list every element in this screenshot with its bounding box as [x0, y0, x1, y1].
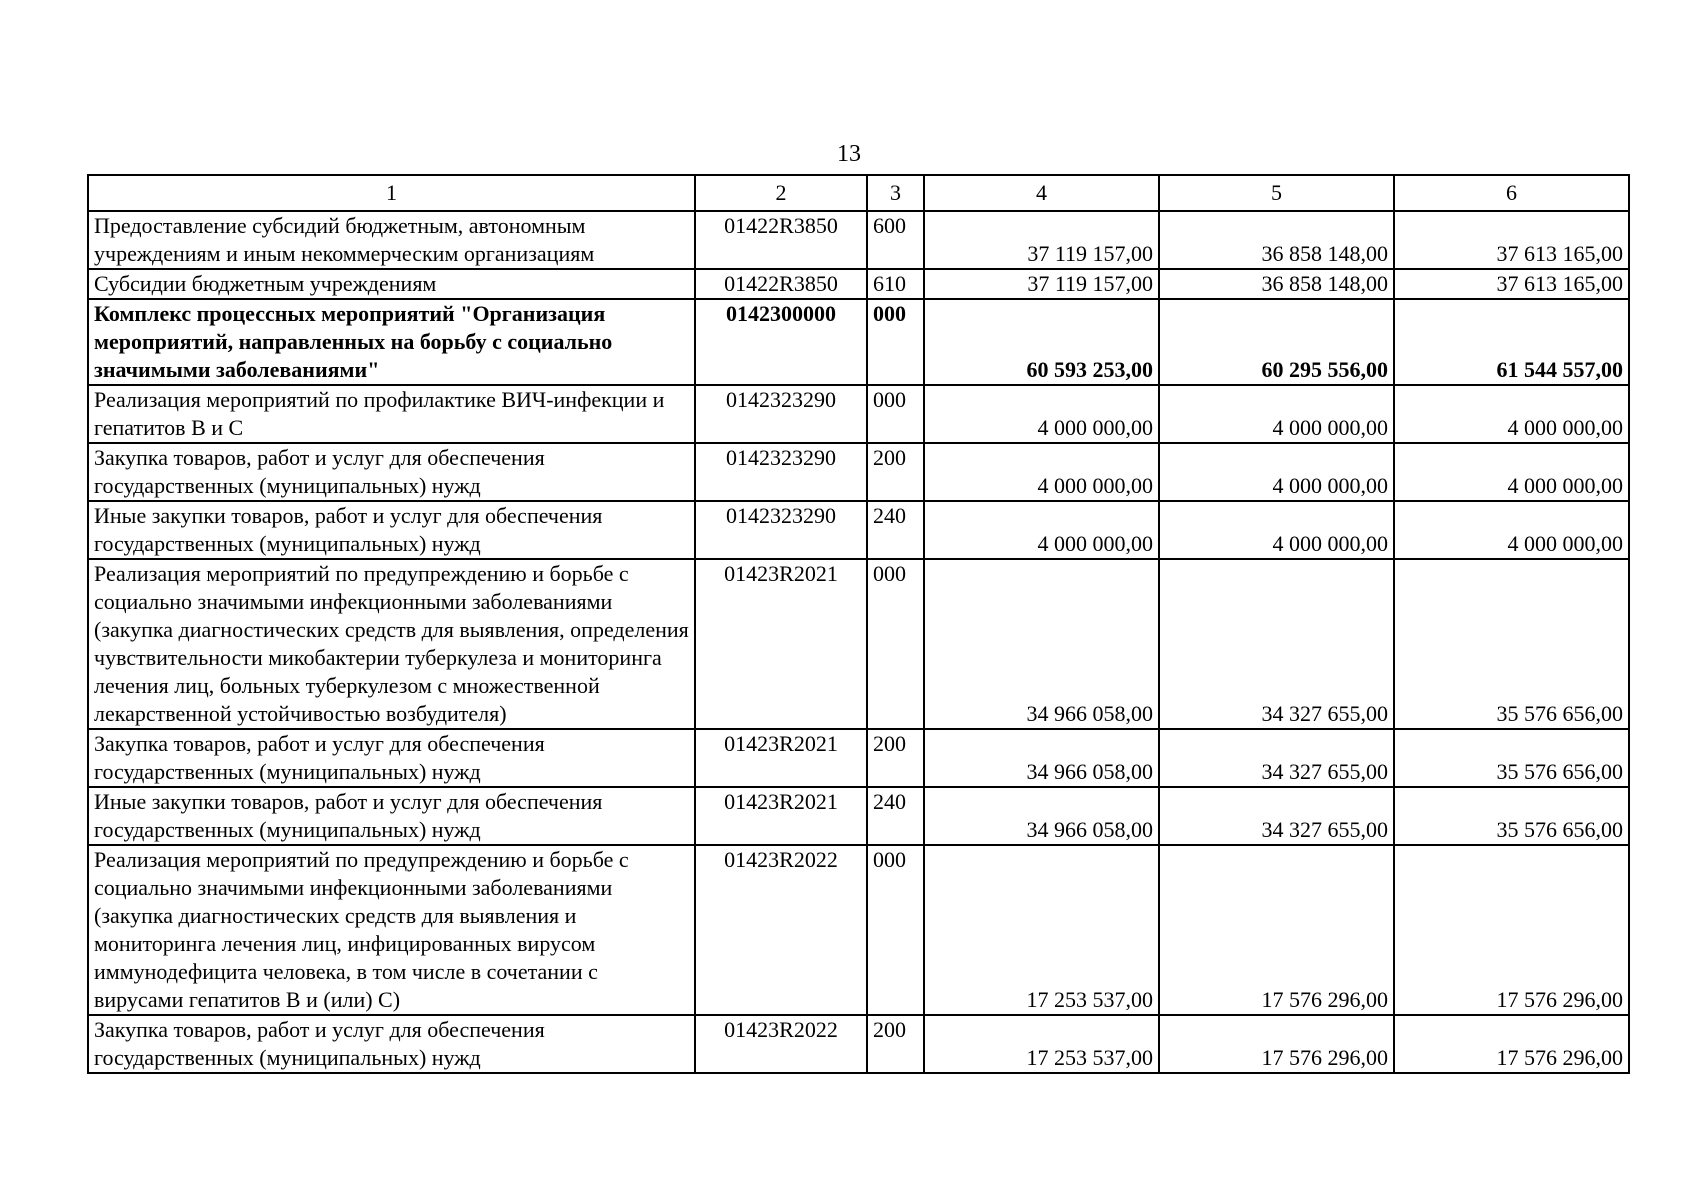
- row-amount-5: 36 858 148,00: [1159, 269, 1394, 299]
- row-amount-6: 35 576 656,00: [1394, 787, 1629, 845]
- row-code: 01423R2021: [695, 787, 867, 845]
- row-amount-4: 60 593 253,00: [924, 299, 1159, 385]
- row-amount-6: 37 613 165,00: [1394, 211, 1629, 269]
- row-description: Реализация мероприятий по профилактике ВИЧ-инфекции и гепатитов В и С: [88, 385, 695, 443]
- table-row: [88, 501, 1629, 559]
- row-amount-6: 17 576 296,00: [1394, 1015, 1629, 1073]
- table-header-row: [88, 175, 1629, 211]
- row-amount-6: 37 613 165,00: [1394, 269, 1629, 299]
- row-type: 600: [867, 211, 924, 269]
- row-description: Субсидии бюджетным учреждениям: [88, 269, 695, 299]
- row-amount-4: 4 000 000,00: [924, 501, 1159, 559]
- row-code: 0142300000: [695, 299, 867, 385]
- table-row: [88, 1015, 1629, 1073]
- row-amount-5: 4 000 000,00: [1159, 385, 1394, 443]
- row-type: 000: [867, 559, 924, 729]
- row-code: 01422R3850: [695, 269, 867, 299]
- table-row: [88, 299, 1629, 385]
- table-row: [88, 845, 1629, 1015]
- row-amount-4: 34 966 058,00: [924, 729, 1159, 787]
- row-code: 01423R2022: [695, 845, 867, 1015]
- row-amount-6: 4 000 000,00: [1394, 501, 1629, 559]
- row-amount-5: 4 000 000,00: [1159, 501, 1394, 559]
- row-description: Закупка товаров, работ и услуг для обеспечения государственных (муниципальных) нужд: [88, 1015, 695, 1073]
- row-type: 610: [867, 269, 924, 299]
- row-description: Реализация мероприятий по предупреждению и борьбе с социально значимыми инфекционными заболеваниями (закупка диагностических средств для выявления и мониторинга лечения лиц, инфицированных вирусом иммунодефицита человека, в том числе в сочетании с вирусами гепатитов В и (или) С): [88, 845, 695, 1015]
- row-description: Комплекс процессных мероприятий "Организация мероприятий, направленных на борьбу с социально значимыми заболеваниями": [88, 299, 695, 385]
- row-amount-5: 34 327 655,00: [1159, 729, 1394, 787]
- row-amount-4: 17 253 537,00: [924, 1015, 1159, 1073]
- row-amount-5: 17 576 296,00: [1159, 845, 1394, 1015]
- row-code: 01423R2022: [695, 1015, 867, 1073]
- row-description: Закупка товаров, работ и услуг для обеспечения государственных (муниципальных) нужд: [88, 443, 695, 501]
- row-type: 000: [867, 385, 924, 443]
- row-description: Предоставление субсидий бюджетным, автономным учреждениям и иным некоммерческим организациям: [88, 211, 695, 269]
- table-row: [88, 729, 1629, 787]
- row-amount-6: 17 576 296,00: [1394, 845, 1629, 1015]
- row-amount-5: 34 327 655,00: [1159, 787, 1394, 845]
- row-amount-6: 4 000 000,00: [1394, 443, 1629, 501]
- row-type: 240: [867, 787, 924, 845]
- row-amount-6: 35 576 656,00: [1394, 729, 1629, 787]
- page-number: 13: [837, 141, 861, 167]
- row-description: Реализация мероприятий по предупреждению и борьбе с социально значимыми инфекционными заболеваниями (закупка диагностических средств для выявления, определения чувствительности микобактерии туберкулеза и мониторинга лечения лиц, больных туберкулезом с множественной лекарственной устойчивостью возбудителя): [88, 559, 695, 729]
- row-code: 01423R2021: [695, 729, 867, 787]
- row-amount-6: 35 576 656,00: [1394, 559, 1629, 729]
- row-code: 0142323290: [695, 443, 867, 501]
- row-code: 01422R3850: [695, 211, 867, 269]
- table-row: [88, 385, 1629, 443]
- row-amount-4: 34 966 058,00: [924, 787, 1159, 845]
- row-amount-4: 37 119 157,00: [924, 211, 1159, 269]
- row-type: 200: [867, 1015, 924, 1073]
- row-amount-5: 4 000 000,00: [1159, 443, 1394, 501]
- row-description: Иные закупки товаров, работ и услуг для обеспечения государственных (муниципальных) нужд: [88, 787, 695, 845]
- table-row: [88, 443, 1629, 501]
- row-amount-4: 17 253 537,00: [924, 845, 1159, 1015]
- column-header: 4: [924, 175, 1159, 211]
- row-description: Закупка товаров, работ и услуг для обеспечения государственных (муниципальных) нужд: [88, 729, 695, 787]
- budget-table: [87, 174, 1630, 1074]
- column-header: 2: [695, 175, 867, 211]
- row-type: 240: [867, 501, 924, 559]
- column-header: 6: [1394, 175, 1629, 211]
- row-amount-5: 60 295 556,00: [1159, 299, 1394, 385]
- row-code: 01423R2021: [695, 559, 867, 729]
- column-header: 1: [88, 175, 695, 211]
- row-amount-4: 4 000 000,00: [924, 385, 1159, 443]
- table-row: [88, 211, 1629, 269]
- column-header: 5: [1159, 175, 1394, 211]
- row-code: 0142323290: [695, 501, 867, 559]
- row-amount-6: 4 000 000,00: [1394, 385, 1629, 443]
- row-type: 000: [867, 299, 924, 385]
- row-description: Иные закупки товаров, работ и услуг для обеспечения государственных (муниципальных) нужд: [88, 501, 695, 559]
- row-amount-4: 34 966 058,00: [924, 559, 1159, 729]
- row-amount-5: 17 576 296,00: [1159, 1015, 1394, 1073]
- table-row: [88, 559, 1629, 729]
- table-row: [88, 787, 1629, 845]
- row-type: 000: [867, 845, 924, 1015]
- row-type: 200: [867, 729, 924, 787]
- row-amount-4: 4 000 000,00: [924, 443, 1159, 501]
- column-header: 3: [867, 175, 924, 211]
- table-row: [88, 269, 1629, 299]
- row-amount-5: 36 858 148,00: [1159, 211, 1394, 269]
- row-amount-6: 61 544 557,00: [1394, 299, 1629, 385]
- row-amount-4: 37 119 157,00: [924, 269, 1159, 299]
- row-code: 0142323290: [695, 385, 867, 443]
- row-amount-5: 34 327 655,00: [1159, 559, 1394, 729]
- row-type: 200: [867, 443, 924, 501]
